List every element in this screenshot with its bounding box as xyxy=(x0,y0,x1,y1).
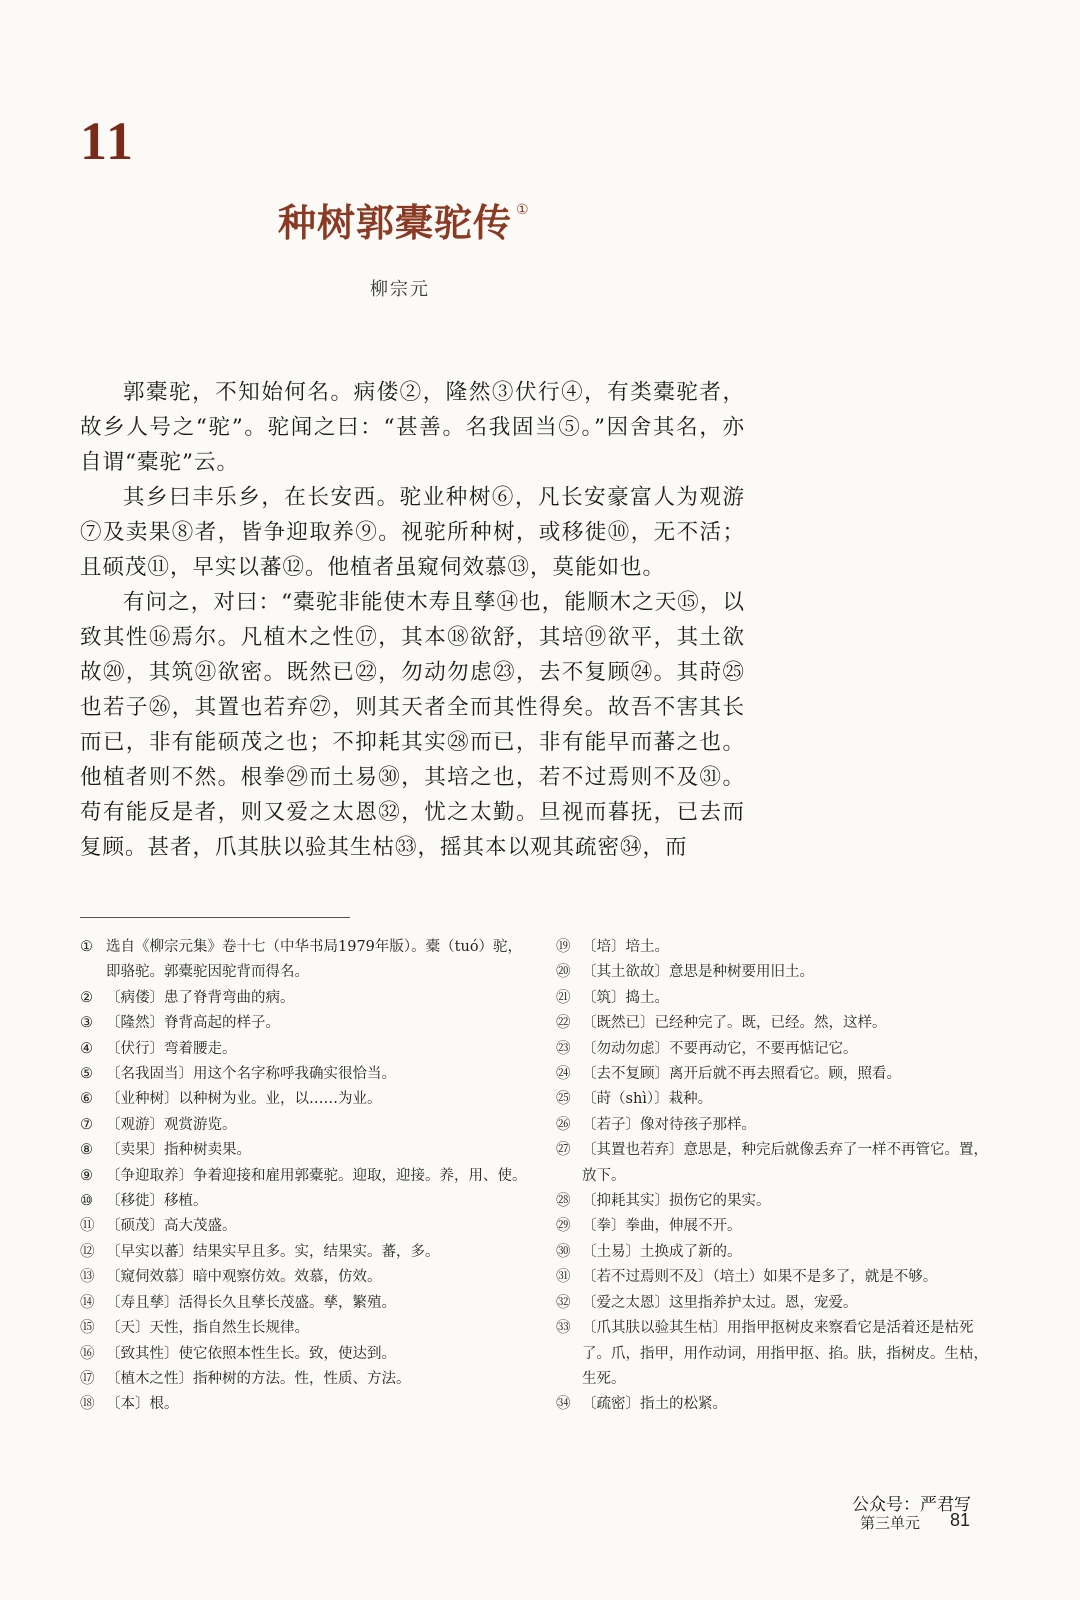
footnote-number: ㉔ xyxy=(556,1066,571,1083)
title-note-mark[interactable]: ① xyxy=(516,202,530,218)
footnote-number: ⑫ xyxy=(80,1243,95,1260)
page-title xyxy=(278,192,530,247)
footnote-text: 〔观游〕观赏游览。 xyxy=(106,1116,237,1133)
footnote xyxy=(556,1113,996,1138)
footnote-number: ㉚ xyxy=(556,1243,571,1260)
footnote-number: ⑯ xyxy=(80,1345,95,1362)
footnote xyxy=(80,935,530,986)
footnote-number: ㉗ xyxy=(556,1142,571,1159)
footnote-number: ⑮ xyxy=(80,1320,95,1337)
footnote-text: 〔寿且孳〕活得长久且孳长茂盛。孳，繁殖。 xyxy=(106,1294,396,1311)
footnote-number: ② xyxy=(80,989,93,1006)
footnote xyxy=(556,1265,996,1290)
footnote-text: 〔天〕天性，指自然生长规律。 xyxy=(106,1320,309,1337)
footnote xyxy=(556,1087,996,1112)
footnote xyxy=(556,1138,996,1189)
footnote-text: 〔若不过焉则不及〕（培土）如果不是多了，就是不够。 xyxy=(582,1269,938,1286)
footnote-text: 〔爱之太恩〕这里指养护太过。恩，宠爱。 xyxy=(582,1294,858,1311)
footnote-text: 〔土易〕土换成了新的。 xyxy=(582,1243,742,1260)
footnote xyxy=(80,1316,530,1341)
footnote-number: ㉑ xyxy=(556,989,571,1006)
footnote-number: ㉜ xyxy=(556,1294,571,1311)
footnote-number: ㉕ xyxy=(556,1091,571,1108)
footnote-text: 〔隆然〕脊背高起的样子。 xyxy=(106,1015,280,1032)
footnote-number: ⑬ xyxy=(80,1269,95,1286)
footnote xyxy=(80,1062,530,1087)
footnotes-right-column xyxy=(556,935,996,1418)
footnote-number: ⑭ xyxy=(80,1294,95,1311)
lesson-number: 11 xyxy=(80,111,136,171)
title-text: 种树郭橐驼传 xyxy=(278,200,513,245)
footnote xyxy=(556,986,996,1011)
footnote-number: ㉓ xyxy=(556,1040,571,1057)
footnote-number: ⑱ xyxy=(80,1396,95,1413)
footnote-number: ㉝ xyxy=(556,1320,571,1337)
author: 柳宗元 xyxy=(370,279,430,300)
footnote xyxy=(80,1189,530,1214)
footnote xyxy=(80,1164,530,1189)
footnote xyxy=(556,1316,996,1392)
footnote-number: ⑨ xyxy=(80,1167,93,1184)
main-text xyxy=(80,375,745,865)
footnote-text: 〔业种树〕以种树为业。业，以……为业。 xyxy=(106,1091,382,1108)
footnote xyxy=(80,1087,530,1112)
footnote xyxy=(556,1392,996,1417)
footnote-number: ⑪ xyxy=(80,1218,95,1235)
footnote xyxy=(80,1214,530,1239)
footnote-text: 〔窥伺效慕〕暗中观察仿效。效慕，仿效。 xyxy=(106,1269,382,1286)
footnote-divider xyxy=(80,917,350,918)
footnote-text: 〔抑耗其实〕损伤它的果实。 xyxy=(582,1193,771,1210)
footnote-text: 〔名我固当〕用这个名字称呼我确实很恰当。 xyxy=(106,1066,396,1083)
footnote-text: 〔疏密〕指土的松紧。 xyxy=(582,1396,727,1413)
footnote xyxy=(80,1265,530,1290)
footnote-number: ⑥ xyxy=(80,1091,93,1108)
footnote xyxy=(556,960,996,985)
footnote-text: 〔既然已〕已经种完了。既，已经。然，这样。 xyxy=(582,1015,887,1032)
footnote-text: 〔早实以蕃〕结果实早且多。实，结果实。蕃，多。 xyxy=(106,1243,440,1260)
footnote-number: ㉛ xyxy=(556,1269,571,1286)
paragraph-2: 其乡曰丰乐乡，在长安西。驼业种树⑥，凡长安豪富人为观游⑦及卖果⑧者，皆争迎取养⑨。视驼所种树，或移徙⑩，无不活；且硕茂⑪，早实以蕃⑫。他植者虽窥伺效慕⑬，莫能如也。 xyxy=(80,485,745,580)
footnote-number: ① xyxy=(80,939,93,955)
footnote-number: ㉞ xyxy=(556,1396,571,1413)
footnote-text: 〔培〕培土。 xyxy=(582,939,669,955)
footnote-text: 〔病偻〕患了脊背弯曲的病。 xyxy=(106,989,295,1006)
footnote-text: 〔争迎取养〕争着迎接和雇用郭橐驼。迎取，迎接。养，用、使。 xyxy=(106,1167,527,1184)
footnote xyxy=(556,1011,996,1036)
footer-account: 公众号：严君写 xyxy=(852,1495,971,1515)
footnote xyxy=(80,1011,530,1036)
footnote-number: ⑤ xyxy=(80,1066,93,1083)
footnote-text: 〔若子〕像对待孩子那样。 xyxy=(582,1116,756,1133)
footnote xyxy=(80,1113,530,1138)
footnote xyxy=(80,1291,530,1316)
footnote-number: ④ xyxy=(80,1040,93,1057)
page-number: 81 xyxy=(950,1510,971,1530)
footnote-text: 〔致其性〕使它依照本性生长。致，使达到。 xyxy=(106,1345,396,1362)
paragraph-3: 有问之，对曰：“橐驼非能使木寿且孳⑭也，能顺木之天⑮，以致其性⑯焉尔。凡植木之性⑰，其本⑱欲舒，其培⑲欲平，其土欲故⑳，其筑㉑欲密。既然已㉒，勿动勿虑㉓，去不复顾㉔。其莳㉕也若子㉖，其置也若弃㉗，则其天者全而其性得矣。故吾不害其长而已，非有能硕茂之也；不抑耗其实㉘而已，非有能早而蕃之也。他植者则不然。根拳㉙而土易㉚，其培之也，若不过焉则不及㉛。苟有能反是者，则又爱之太恩㉜，忧之太勤。旦视而暮抚，已去而复顾。甚者，爪其肤以验其生枯㉝，摇其本以观其疏密㉞，而 xyxy=(80,590,745,860)
footnote-text: 〔筑〕捣土。 xyxy=(582,989,669,1006)
footnote xyxy=(80,986,530,1011)
footnote-number: ⑩ xyxy=(80,1193,93,1210)
footnote xyxy=(80,1037,530,1062)
footnote-text: 〔去不复顾〕离开后就不再去照看它。顾，照看。 xyxy=(582,1066,901,1083)
footer-unit: 第三单元 xyxy=(860,1514,921,1532)
footnote-text: 〔爪其肤以验其生枯〕用指甲抠树皮来察看它是活着还是枯死了。爪，指甲，用作动词，用指甲抠、掐。肤，指树皮。生枯，生死。 xyxy=(582,1320,988,1387)
footnote xyxy=(80,1138,530,1163)
footnote xyxy=(556,1189,996,1214)
footnote xyxy=(556,1291,996,1316)
footnote-number: ㉒ xyxy=(556,1015,571,1032)
footnote-number: ㉙ xyxy=(556,1218,571,1235)
footnote-text: 〔其土欲故〕意思是种树要用旧土。 xyxy=(582,964,814,981)
footnote-number: ⑰ xyxy=(80,1370,95,1387)
footnote-number: ㉖ xyxy=(556,1116,571,1133)
footnote xyxy=(556,1214,996,1239)
footnotes-left-column xyxy=(80,935,530,1418)
footnote-number: ㉘ xyxy=(556,1193,571,1210)
footnote-number: ⑳ xyxy=(556,964,571,981)
footnote-text: 〔莳（shì）〕栽种。 xyxy=(582,1091,713,1108)
footnote-text: 〔植木之性〕指种树的方法。性，性质、方法。 xyxy=(106,1370,411,1387)
footnote-number: ⑦ xyxy=(80,1116,93,1133)
footnote-text: 〔其置也若弃〕意思是，种完后就像丢弃了一样不再管它。置，放下。 xyxy=(582,1142,988,1184)
footnote-text: 〔本〕根。 xyxy=(106,1396,179,1413)
footnote xyxy=(556,1037,996,1062)
footnote-text: 〔勿动勿虑〕不要再动它，不要再惦记它。 xyxy=(582,1040,858,1057)
footnote-number: ⑧ xyxy=(80,1142,93,1159)
footnote-number: ⑲ xyxy=(556,939,571,955)
footnote xyxy=(80,1392,530,1417)
footnote xyxy=(556,935,996,960)
footnote-text: 〔移徙〕移植。 xyxy=(106,1193,208,1210)
footnote xyxy=(80,1342,530,1367)
footnote xyxy=(80,1367,530,1392)
footnote-text: 〔拳〕拳曲，伸展不开。 xyxy=(582,1218,742,1235)
footnote xyxy=(80,1240,530,1265)
footnote xyxy=(556,1062,996,1087)
paragraph-1: 郭橐驼，不知始何名。病偻②，隆然③伏行④，有类橐驼者，故乡人号之“驼”。驼闻之曰：“甚善。名我固当⑤。”因舍其名，亦自谓“橐驼”云。 xyxy=(80,380,745,475)
footnote-text: 〔伏行〕弯着腰走。 xyxy=(106,1040,237,1057)
footnote xyxy=(556,1240,996,1265)
footnote-text: 〔卖果〕指种树卖果。 xyxy=(106,1142,251,1159)
footnote-text: 〔硕茂〕高大茂盛。 xyxy=(106,1218,237,1235)
footnote-text: 选自《柳宗元集》卷十七（中华书局1979年版）。橐（tuó）驼，即骆驼。郭橐驼因驼背而得名。 xyxy=(106,939,523,981)
footnote-number: ③ xyxy=(80,1015,93,1032)
